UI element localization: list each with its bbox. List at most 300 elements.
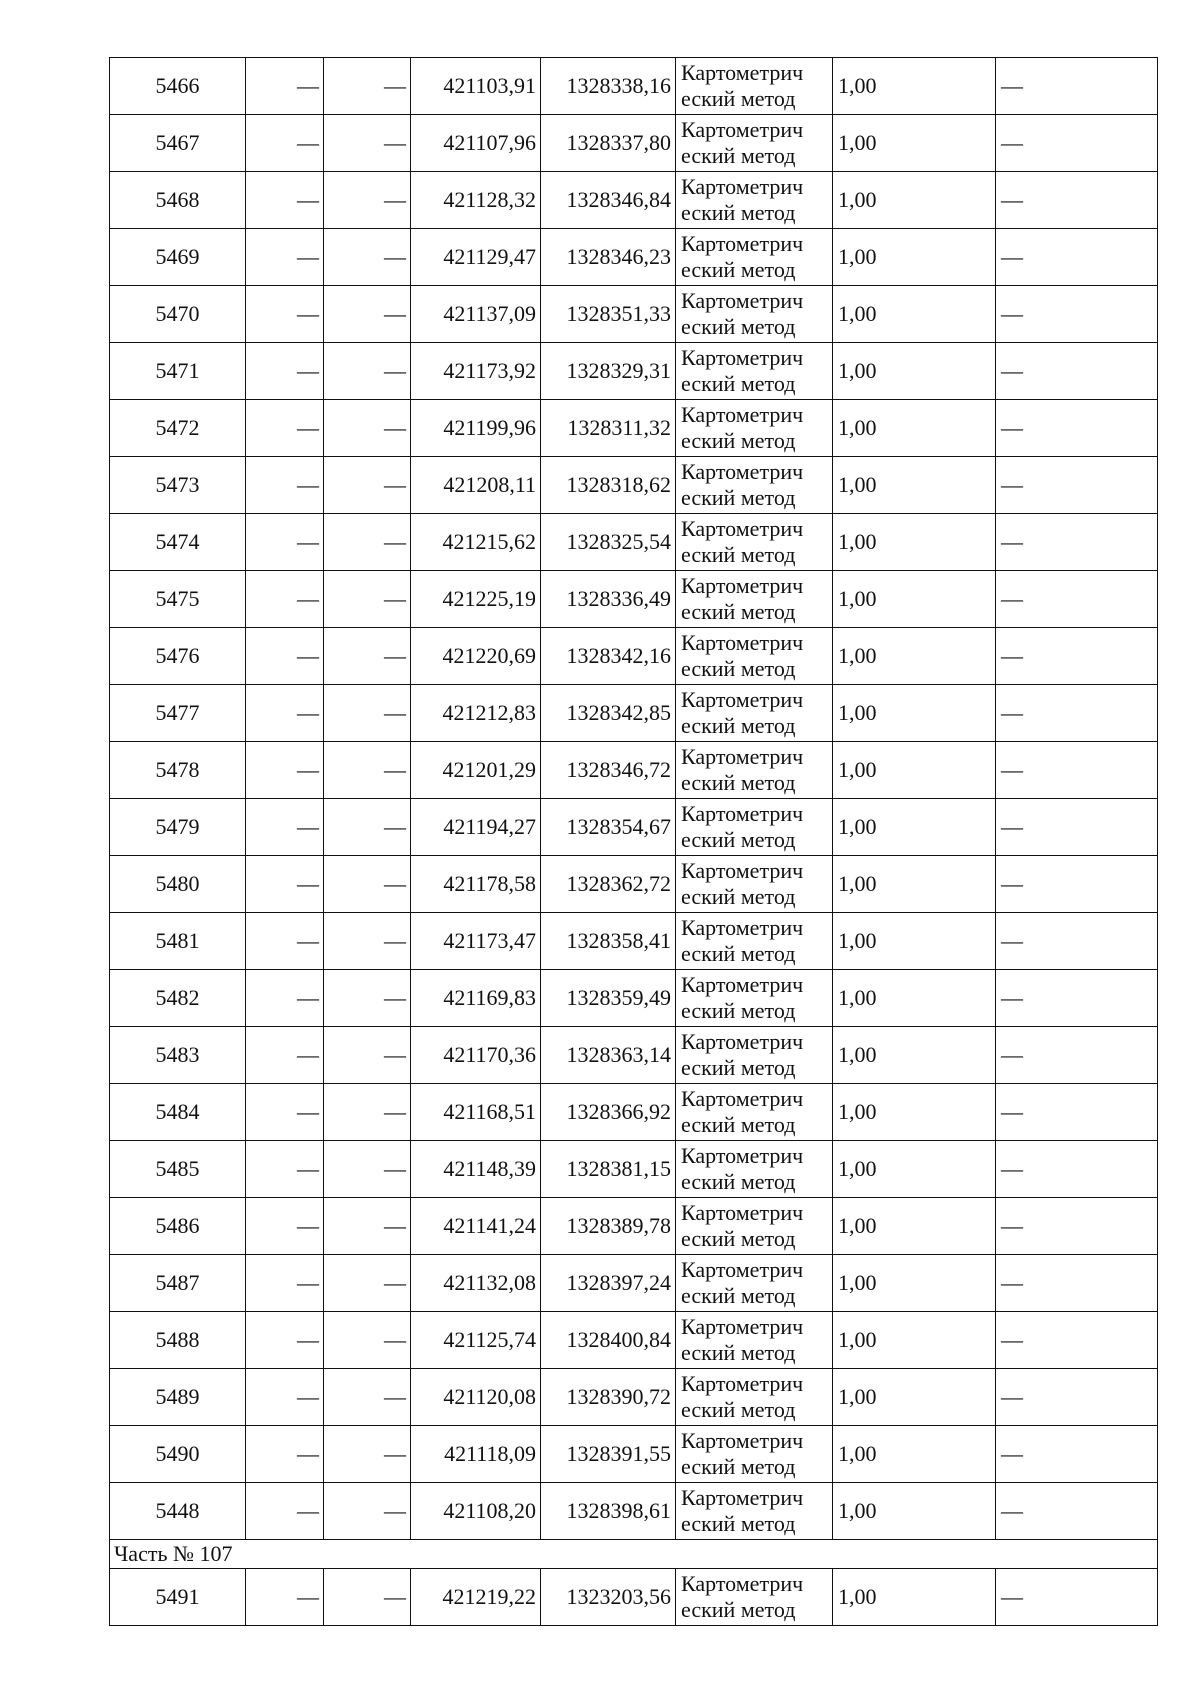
y-coordinate-cell: 1328325,54 xyxy=(541,514,676,571)
method-cell xyxy=(676,571,833,628)
note-cell: — xyxy=(996,514,1158,571)
table-row xyxy=(110,628,1158,685)
x-coordinate-cell: 421173,47 xyxy=(411,913,541,970)
y-coordinate-cell: 1328391,55 xyxy=(541,1426,676,1483)
empty-y-cell: — xyxy=(324,115,411,172)
method-line: Картометрич xyxy=(681,231,804,256)
method-line: еский метод xyxy=(681,1340,796,1365)
method-line: еский метод xyxy=(681,143,796,168)
point-number-cell: 5473 xyxy=(110,457,246,514)
table-row xyxy=(110,1084,1158,1141)
table-body-before xyxy=(110,58,1158,1540)
y-coordinate-cell: 1328359,49 xyxy=(541,970,676,1027)
method-line: еский метод xyxy=(681,1397,796,1422)
method-line: еский метод xyxy=(681,485,796,510)
method-cell xyxy=(676,1084,833,1141)
accuracy-cell: 1,00 xyxy=(833,742,996,799)
method-line: еский метод xyxy=(681,371,796,396)
table-row xyxy=(110,742,1158,799)
method-cell xyxy=(676,1369,833,1426)
point-number-cell: 5489 xyxy=(110,1369,246,1426)
empty-y-cell: — xyxy=(324,1569,411,1626)
point-number-cell: 5470 xyxy=(110,286,246,343)
table-row xyxy=(110,1369,1158,1426)
empty-x-cell: — xyxy=(246,58,324,115)
method-line: еский метод xyxy=(681,998,796,1023)
method-line: Картометрич xyxy=(681,1086,804,1111)
y-coordinate-cell: 1328346,72 xyxy=(541,742,676,799)
empty-x-cell: — xyxy=(246,913,324,970)
x-coordinate-cell: 421118,09 xyxy=(411,1426,541,1483)
table-row xyxy=(110,1255,1158,1312)
method-cell xyxy=(676,229,833,286)
empty-y-cell: — xyxy=(324,514,411,571)
empty-x-cell: — xyxy=(246,229,324,286)
x-coordinate-cell: 421103,91 xyxy=(411,58,541,115)
empty-y-cell: — xyxy=(324,742,411,799)
accuracy-cell: 1,00 xyxy=(833,343,996,400)
method-line: Картометрич xyxy=(681,1314,804,1339)
method-line: Картометрич xyxy=(681,630,804,655)
note-cell: — xyxy=(996,685,1158,742)
accuracy-cell: 1,00 xyxy=(833,799,996,856)
method-line: Картометрич xyxy=(681,117,804,142)
x-coordinate-cell: 421128,32 xyxy=(411,172,541,229)
coordinates-table xyxy=(109,57,1158,1626)
note-cell: — xyxy=(996,913,1158,970)
empty-x-cell: — xyxy=(246,856,324,913)
method-line: Картометрич xyxy=(681,345,804,370)
method-cell xyxy=(676,343,833,400)
table-row xyxy=(110,58,1158,115)
method-line: еский метод xyxy=(681,1055,796,1080)
x-coordinate-cell: 421220,69 xyxy=(411,628,541,685)
note-cell: — xyxy=(996,799,1158,856)
table-row xyxy=(110,115,1158,172)
note-cell: — xyxy=(996,343,1158,400)
accuracy-cell: 1,00 xyxy=(833,1312,996,1369)
accuracy-cell: 1,00 xyxy=(833,970,996,1027)
table-body-after xyxy=(110,1569,1158,1626)
method-line: Картометрич xyxy=(681,573,804,598)
empty-x-cell: — xyxy=(246,1141,324,1198)
accuracy-cell: 1,00 xyxy=(833,913,996,970)
y-coordinate-cell: 1328397,24 xyxy=(541,1255,676,1312)
empty-y-cell: — xyxy=(324,400,411,457)
empty-x-cell: — xyxy=(246,1369,324,1426)
y-coordinate-cell: 1328398,61 xyxy=(541,1483,676,1540)
empty-y-cell: — xyxy=(324,58,411,115)
x-coordinate-cell: 421215,62 xyxy=(411,514,541,571)
accuracy-cell: 1,00 xyxy=(833,571,996,628)
table-row xyxy=(110,172,1158,229)
empty-y-cell: — xyxy=(324,1084,411,1141)
y-coordinate-cell: 1328329,31 xyxy=(541,343,676,400)
empty-y-cell: — xyxy=(324,571,411,628)
note-cell: — xyxy=(996,970,1158,1027)
y-coordinate-cell: 1323203,56 xyxy=(541,1569,676,1626)
accuracy-cell: 1,00 xyxy=(833,685,996,742)
accuracy-cell: 1,00 xyxy=(833,514,996,571)
empty-x-cell: — xyxy=(246,571,324,628)
empty-x-cell: — xyxy=(246,1312,324,1369)
method-line: еский метод xyxy=(681,827,796,852)
method-cell xyxy=(676,1312,833,1369)
y-coordinate-cell: 1328358,41 xyxy=(541,913,676,970)
x-coordinate-cell: 421141,24 xyxy=(411,1198,541,1255)
x-coordinate-cell: 421225,19 xyxy=(411,571,541,628)
table-row xyxy=(110,685,1158,742)
method-line: еский метод xyxy=(681,200,796,225)
point-number-cell: 5490 xyxy=(110,1426,246,1483)
note-cell: — xyxy=(996,1369,1158,1426)
method-line: еский метод xyxy=(681,713,796,738)
part-section xyxy=(110,1540,1158,1569)
table-row xyxy=(110,1198,1158,1255)
point-number-cell: 5475 xyxy=(110,571,246,628)
note-cell: — xyxy=(996,628,1158,685)
empty-x-cell: — xyxy=(246,457,324,514)
table-row xyxy=(110,1312,1158,1369)
note-cell: — xyxy=(996,172,1158,229)
accuracy-cell: 1,00 xyxy=(833,115,996,172)
point-number-cell: 5485 xyxy=(110,1141,246,1198)
x-coordinate-cell: 421212,83 xyxy=(411,685,541,742)
method-line: Картометрич xyxy=(681,1371,804,1396)
x-coordinate-cell: 421170,36 xyxy=(411,1027,541,1084)
x-coordinate-cell: 421201,29 xyxy=(411,742,541,799)
point-number-cell: 5448 xyxy=(110,1483,246,1540)
y-coordinate-cell: 1328342,16 xyxy=(541,628,676,685)
method-line: еский метод xyxy=(681,86,796,111)
empty-x-cell: — xyxy=(246,628,324,685)
point-number-cell: 5474 xyxy=(110,514,246,571)
y-coordinate-cell: 1328363,14 xyxy=(541,1027,676,1084)
table-row xyxy=(110,1027,1158,1084)
empty-x-cell: — xyxy=(246,115,324,172)
x-coordinate-cell: 421168,51 xyxy=(411,1084,541,1141)
accuracy-cell: 1,00 xyxy=(833,172,996,229)
method-line: Картометрич xyxy=(681,1257,804,1282)
x-coordinate-cell: 421137,09 xyxy=(411,286,541,343)
accuracy-cell: 1,00 xyxy=(833,229,996,286)
note-cell: — xyxy=(996,58,1158,115)
method-cell xyxy=(676,742,833,799)
x-coordinate-cell: 421108,20 xyxy=(411,1483,541,1540)
table-row xyxy=(110,799,1158,856)
x-coordinate-cell: 421219,22 xyxy=(411,1569,541,1626)
y-coordinate-cell: 1328400,84 xyxy=(541,1312,676,1369)
x-coordinate-cell: 421107,96 xyxy=(411,115,541,172)
note-cell: — xyxy=(996,286,1158,343)
accuracy-cell: 1,00 xyxy=(833,1569,996,1626)
y-coordinate-cell: 1328337,80 xyxy=(541,115,676,172)
point-number-cell: 5479 xyxy=(110,799,246,856)
point-number-cell: 5483 xyxy=(110,1027,246,1084)
point-number-cell: 5480 xyxy=(110,856,246,913)
table-row xyxy=(110,1569,1158,1626)
note-cell: — xyxy=(996,1255,1158,1312)
method-line: еский метод xyxy=(681,941,796,966)
empty-x-cell: — xyxy=(246,343,324,400)
method-cell xyxy=(676,913,833,970)
note-cell: — xyxy=(996,1483,1158,1540)
table-row xyxy=(110,970,1158,1027)
accuracy-cell: 1,00 xyxy=(833,1141,996,1198)
accuracy-cell: 1,00 xyxy=(833,1084,996,1141)
accuracy-cell: 1,00 xyxy=(833,1027,996,1084)
table-row xyxy=(110,856,1158,913)
method-cell xyxy=(676,514,833,571)
point-number-cell: 5481 xyxy=(110,913,246,970)
table-row xyxy=(110,514,1158,571)
method-line: Картометрич xyxy=(681,972,804,997)
method-line: еский метод xyxy=(681,1169,796,1194)
x-coordinate-cell: 421129,47 xyxy=(411,229,541,286)
note-cell: — xyxy=(996,742,1158,799)
method-line: еский метод xyxy=(681,1511,796,1536)
method-cell xyxy=(676,58,833,115)
accuracy-cell: 1,00 xyxy=(833,628,996,685)
table-row xyxy=(110,571,1158,628)
empty-y-cell: — xyxy=(324,685,411,742)
x-coordinate-cell: 421208,11 xyxy=(411,457,541,514)
table-row xyxy=(110,913,1158,970)
point-number-cell: 5477 xyxy=(110,685,246,742)
method-line: Картометрич xyxy=(681,1029,804,1054)
method-line: еский метод xyxy=(681,428,796,453)
accuracy-cell: 1,00 xyxy=(833,286,996,343)
empty-x-cell: — xyxy=(246,1027,324,1084)
point-number-cell: 5478 xyxy=(110,742,246,799)
table-row xyxy=(110,457,1158,514)
y-coordinate-cell: 1328311,32 xyxy=(541,400,676,457)
accuracy-cell: 1,00 xyxy=(833,1426,996,1483)
method-cell xyxy=(676,856,833,913)
method-line: еский метод xyxy=(681,656,796,681)
point-number-cell: 5471 xyxy=(110,343,246,400)
x-coordinate-cell: 421194,27 xyxy=(411,799,541,856)
accuracy-cell: 1,00 xyxy=(833,1255,996,1312)
empty-y-cell: — xyxy=(324,457,411,514)
point-number-cell: 5484 xyxy=(110,1084,246,1141)
y-coordinate-cell: 1328381,15 xyxy=(541,1141,676,1198)
empty-x-cell: — xyxy=(246,742,324,799)
note-cell: — xyxy=(996,571,1158,628)
x-coordinate-cell: 421132,08 xyxy=(411,1255,541,1312)
table-row xyxy=(110,343,1158,400)
note-cell: — xyxy=(996,457,1158,514)
method-line: Картометрич xyxy=(681,1200,804,1225)
point-number-cell: 5467 xyxy=(110,115,246,172)
method-line: Картометрич xyxy=(681,288,804,313)
method-cell xyxy=(676,1426,833,1483)
method-cell xyxy=(676,400,833,457)
y-coordinate-cell: 1328389,78 xyxy=(541,1198,676,1255)
y-coordinate-cell: 1328354,67 xyxy=(541,799,676,856)
point-number-cell: 5482 xyxy=(110,970,246,1027)
method-line: Картометрич xyxy=(681,687,804,712)
method-cell xyxy=(676,1569,833,1626)
method-line: еский метод xyxy=(681,314,796,339)
empty-x-cell: — xyxy=(246,172,324,229)
method-line: еский метод xyxy=(681,599,796,624)
method-cell xyxy=(676,1255,833,1312)
method-line: Картометрич xyxy=(681,516,804,541)
method-line: Картометрич xyxy=(681,858,804,883)
empty-x-cell: — xyxy=(246,1483,324,1540)
empty-x-cell: — xyxy=(246,1084,324,1141)
x-coordinate-cell: 421199,96 xyxy=(411,400,541,457)
method-line: Картометрич xyxy=(681,402,804,427)
point-number-cell: 5466 xyxy=(110,58,246,115)
y-coordinate-cell: 1328336,49 xyxy=(541,571,676,628)
point-number-cell: 5469 xyxy=(110,229,246,286)
note-cell: — xyxy=(996,1198,1158,1255)
table-row xyxy=(110,286,1158,343)
y-coordinate-cell: 1328362,72 xyxy=(541,856,676,913)
empty-y-cell: — xyxy=(324,1198,411,1255)
method-line: еский метод xyxy=(681,542,796,567)
method-line: еский метод xyxy=(681,884,796,909)
method-cell xyxy=(676,457,833,514)
method-line: еский метод xyxy=(681,1597,796,1622)
x-coordinate-cell: 421148,39 xyxy=(411,1141,541,1198)
method-line: Картометрич xyxy=(681,60,804,85)
table-row xyxy=(110,1426,1158,1483)
x-coordinate-cell: 421178,58 xyxy=(411,856,541,913)
method-line: еский метод xyxy=(681,1112,796,1137)
empty-y-cell: — xyxy=(324,913,411,970)
method-cell xyxy=(676,1027,833,1084)
method-cell xyxy=(676,286,833,343)
accuracy-cell: 1,00 xyxy=(833,1369,996,1426)
empty-y-cell: — xyxy=(324,286,411,343)
empty-x-cell: — xyxy=(246,514,324,571)
accuracy-cell: 1,00 xyxy=(833,457,996,514)
method-line: Картометрич xyxy=(681,915,804,940)
empty-y-cell: — xyxy=(324,856,411,913)
point-number-cell: 5476 xyxy=(110,628,246,685)
method-cell xyxy=(676,1198,833,1255)
method-cell xyxy=(676,970,833,1027)
empty-x-cell: — xyxy=(246,1198,324,1255)
method-line: еский метод xyxy=(681,770,796,795)
y-coordinate-cell: 1328390,72 xyxy=(541,1369,676,1426)
accuracy-cell: 1,00 xyxy=(833,58,996,115)
method-line: еский метод xyxy=(681,1454,796,1479)
empty-x-cell: — xyxy=(246,799,324,856)
method-line: еский метод xyxy=(681,1283,796,1308)
note-cell: — xyxy=(996,1426,1158,1483)
empty-y-cell: — xyxy=(324,1426,411,1483)
method-line: Картометрич xyxy=(681,801,804,826)
method-cell xyxy=(676,1483,833,1540)
method-line: еский метод xyxy=(681,1226,796,1251)
empty-y-cell: — xyxy=(324,229,411,286)
point-number-cell: 5488 xyxy=(110,1312,246,1369)
empty-y-cell: — xyxy=(324,799,411,856)
y-coordinate-cell: 1328342,85 xyxy=(541,685,676,742)
note-cell: — xyxy=(996,1084,1158,1141)
point-number-cell: 5472 xyxy=(110,400,246,457)
y-coordinate-cell: 1328338,16 xyxy=(541,58,676,115)
point-number-cell: 5486 xyxy=(110,1198,246,1255)
empty-x-cell: — xyxy=(246,970,324,1027)
y-coordinate-cell: 1328346,84 xyxy=(541,172,676,229)
part-label: Часть № 107 xyxy=(110,1540,1158,1569)
empty-x-cell: — xyxy=(246,400,324,457)
accuracy-cell: 1,00 xyxy=(833,400,996,457)
empty-y-cell: — xyxy=(324,970,411,1027)
note-cell: — xyxy=(996,1312,1158,1369)
empty-x-cell: — xyxy=(246,1426,324,1483)
accuracy-cell: 1,00 xyxy=(833,1198,996,1255)
accuracy-cell: 1,00 xyxy=(833,856,996,913)
empty-y-cell: — xyxy=(324,1027,411,1084)
method-line: Картометрич xyxy=(681,744,804,769)
note-cell: — xyxy=(996,1027,1158,1084)
note-cell: — xyxy=(996,1141,1158,1198)
method-line: Картометрич xyxy=(681,174,804,199)
empty-x-cell: — xyxy=(246,286,324,343)
accuracy-cell: 1,00 xyxy=(833,1483,996,1540)
method-cell xyxy=(676,172,833,229)
empty-y-cell: — xyxy=(324,1312,411,1369)
empty-y-cell: — xyxy=(324,1255,411,1312)
table-row xyxy=(110,229,1158,286)
method-cell xyxy=(676,685,833,742)
empty-x-cell: — xyxy=(246,1255,324,1312)
empty-y-cell: — xyxy=(324,628,411,685)
note-cell: — xyxy=(996,229,1158,286)
x-coordinate-cell: 421120,08 xyxy=(411,1369,541,1426)
empty-y-cell: — xyxy=(324,172,411,229)
method-line: Картометрич xyxy=(681,459,804,484)
x-coordinate-cell: 421169,83 xyxy=(411,970,541,1027)
note-cell: — xyxy=(996,1569,1158,1626)
empty-x-cell: — xyxy=(246,685,324,742)
method-cell xyxy=(676,799,833,856)
x-coordinate-cell: 421173,92 xyxy=(411,343,541,400)
y-coordinate-cell: 1328318,62 xyxy=(541,457,676,514)
empty-x-cell: — xyxy=(246,1569,324,1626)
y-coordinate-cell: 1328346,23 xyxy=(541,229,676,286)
method-cell xyxy=(676,628,833,685)
part-row xyxy=(110,1540,1158,1569)
x-coordinate-cell: 421125,74 xyxy=(411,1312,541,1369)
y-coordinate-cell: 1328366,92 xyxy=(541,1084,676,1141)
method-line: Картометрич xyxy=(681,1571,804,1596)
method-line: еский метод xyxy=(681,257,796,282)
method-line: Картометрич xyxy=(681,1428,804,1453)
note-cell: — xyxy=(996,115,1158,172)
table-row xyxy=(110,1483,1158,1540)
note-cell: — xyxy=(996,856,1158,913)
note-cell: — xyxy=(996,400,1158,457)
empty-y-cell: — xyxy=(324,1483,411,1540)
point-number-cell: 5487 xyxy=(110,1255,246,1312)
point-number-cell: 5491 xyxy=(110,1569,246,1626)
table-row xyxy=(110,400,1158,457)
empty-y-cell: — xyxy=(324,1141,411,1198)
point-number-cell: 5468 xyxy=(110,172,246,229)
empty-y-cell: — xyxy=(324,343,411,400)
method-cell xyxy=(676,115,833,172)
table-row xyxy=(110,1141,1158,1198)
empty-y-cell: — xyxy=(324,1369,411,1426)
method-line: Картометрич xyxy=(681,1143,804,1168)
